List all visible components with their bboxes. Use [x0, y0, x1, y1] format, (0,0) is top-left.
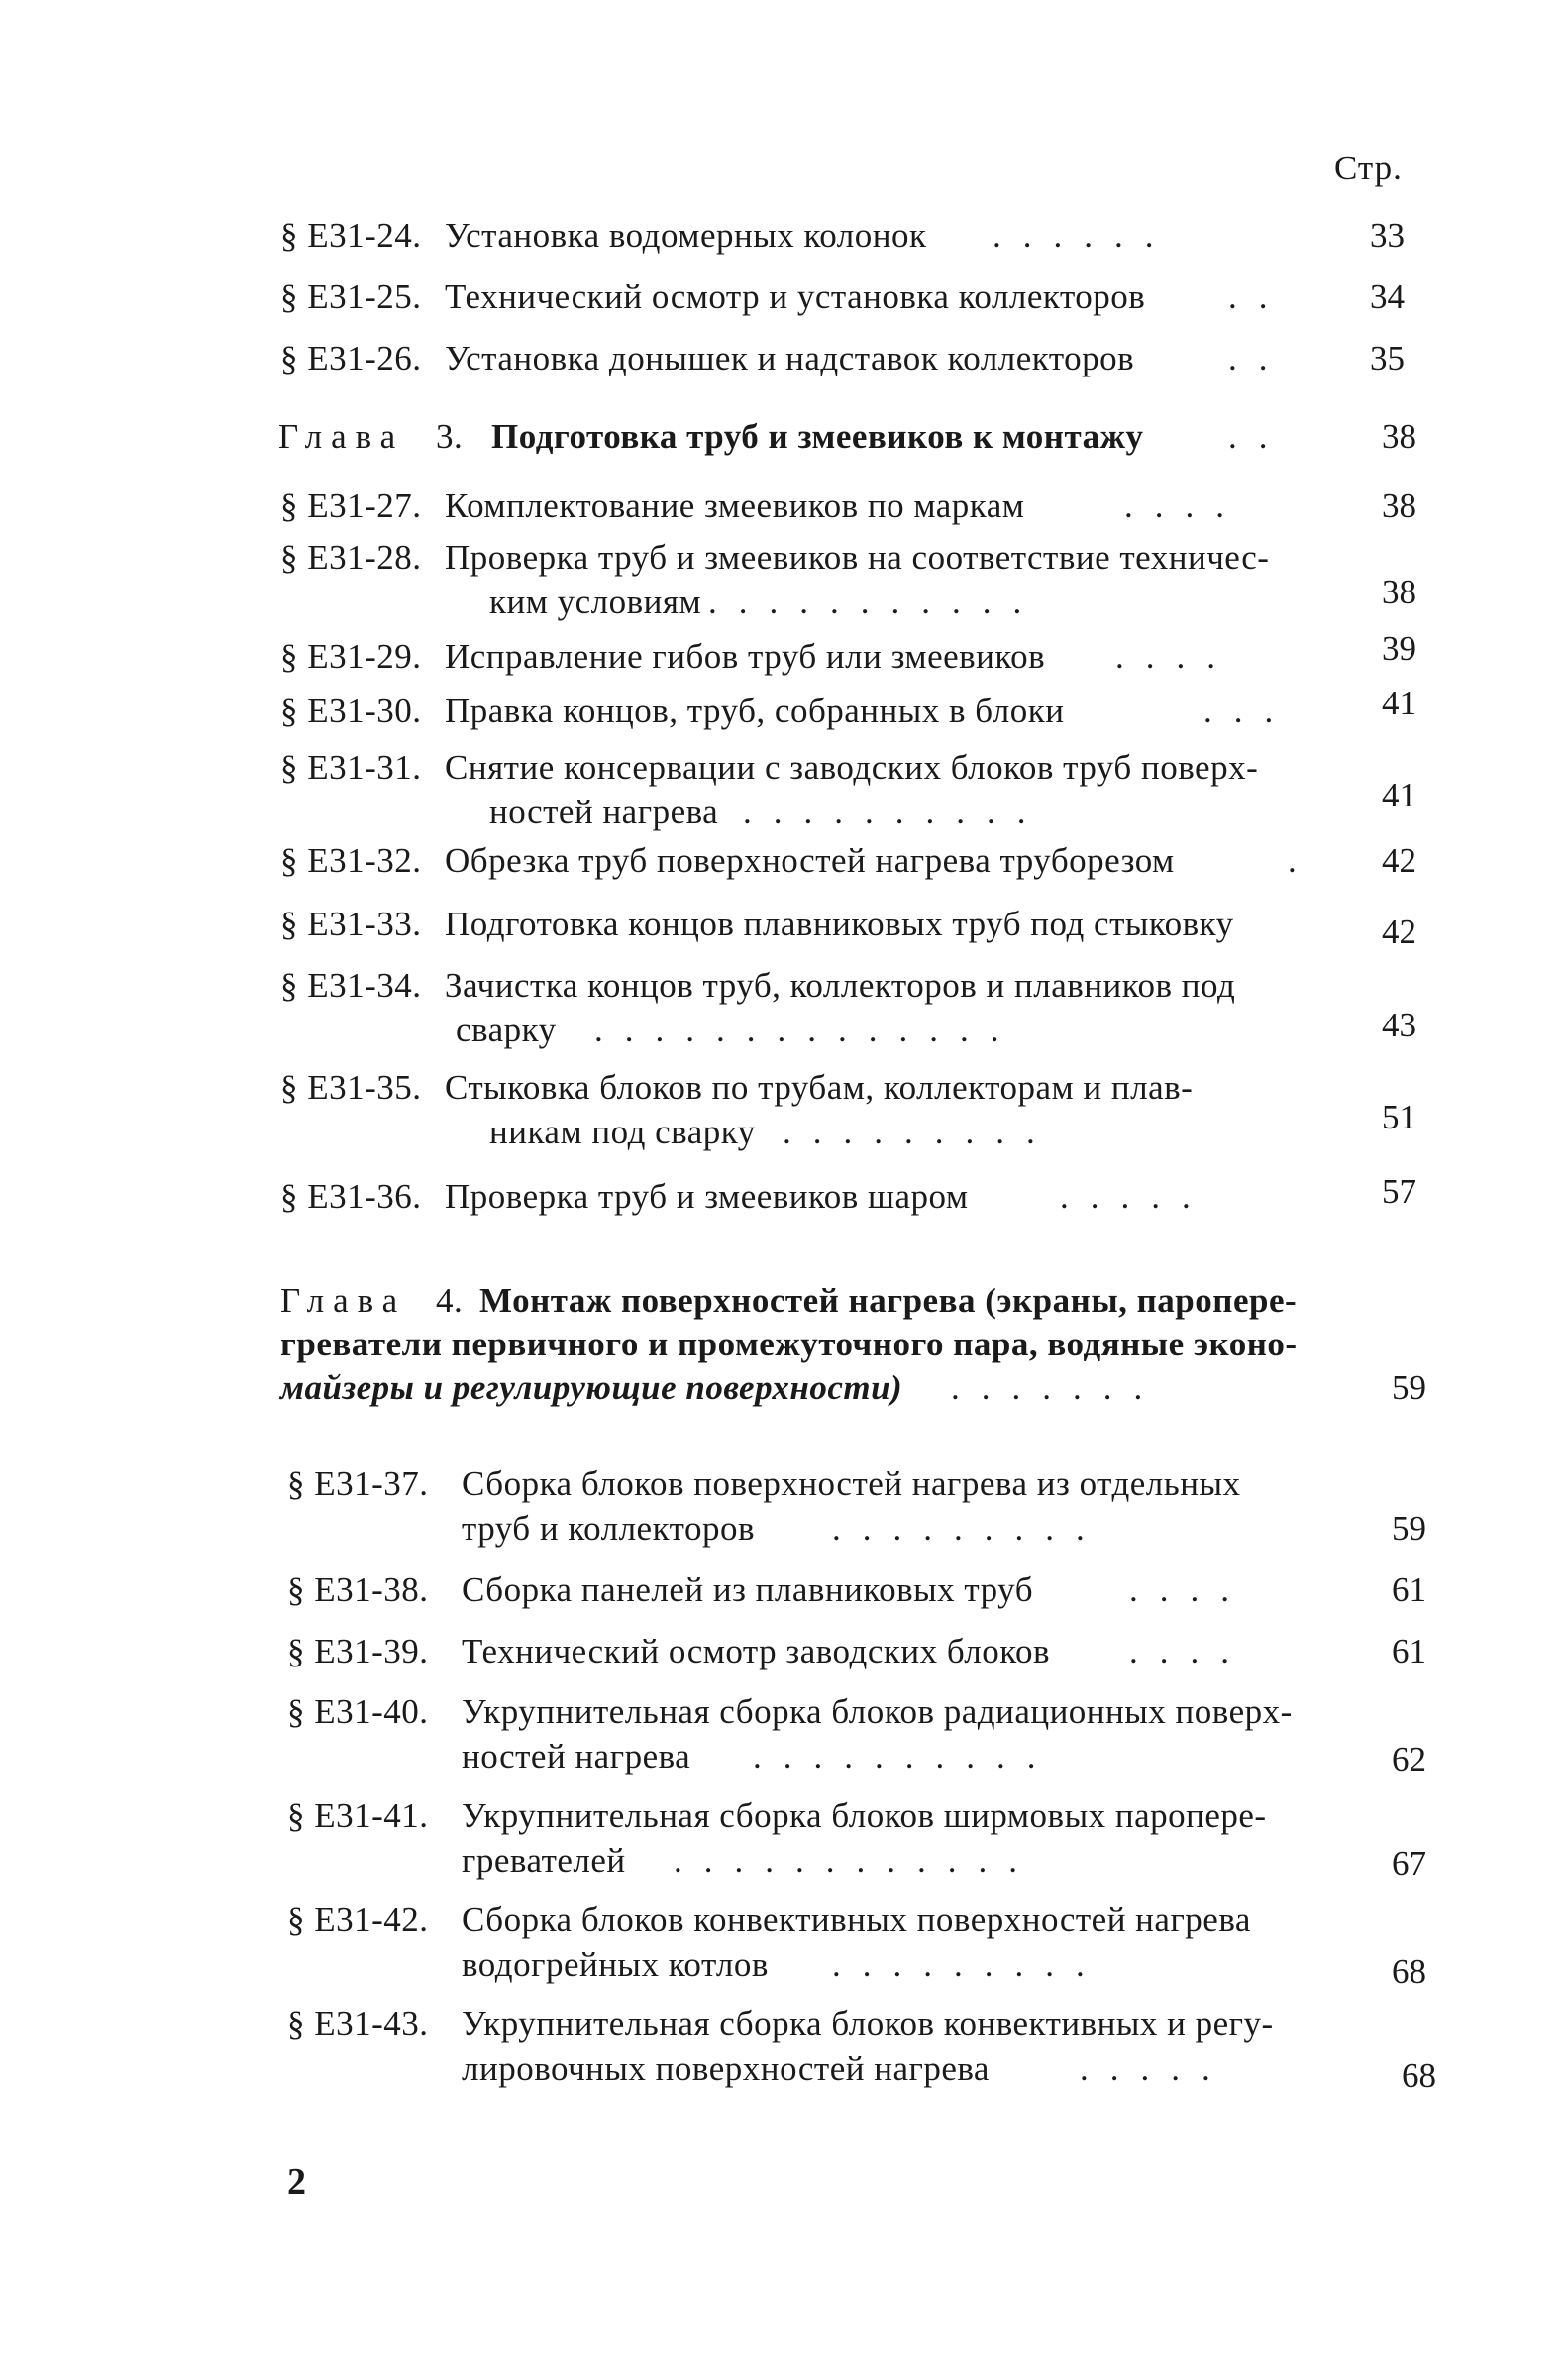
entry-continuation: водогрейных котлов — [462, 1945, 769, 1984]
entry-continuation: гревателей — [462, 1841, 626, 1880]
leader-dots: .......... — [753, 1737, 1058, 1775]
entry-page: 61 — [1392, 1570, 1426, 1609]
entry-page: 35 — [1370, 339, 1405, 377]
entry-title: Подготовка концов плавниковых труб под стыковку — [445, 905, 1234, 943]
entry-page: 41 — [1382, 684, 1416, 722]
section-number: § Е31-34. — [280, 966, 422, 1005]
footer-page-number: 2 — [287, 2161, 306, 2203]
entry-page: 61 — [1392, 1632, 1426, 1670]
entry-page: 68 — [1392, 1952, 1426, 1990]
chapter-page: 59 — [1392, 1368, 1426, 1407]
leader-dots: ............ — [674, 1841, 1039, 1880]
section-number: § Е31-28. — [280, 538, 422, 577]
section-number: § Е31-27. — [280, 486, 422, 525]
leader-dots: .... — [1124, 486, 1246, 525]
entry-title: Зачистка концов труб, коллекторов и плавников под — [445, 966, 1236, 1005]
entry-continuation: ностей нагрева — [489, 793, 719, 831]
entry-continuation: никам под сварку — [489, 1113, 756, 1151]
entry-title: Установка донышек и надставок коллекторов — [445, 339, 1135, 377]
entry-page: 51 — [1382, 1098, 1416, 1136]
entry-title: Проверка труб и змеевиков на соответствие техничес- — [445, 538, 1270, 577]
leader-dots: ..... — [1060, 1177, 1212, 1216]
entry-title: Укрупнительная сборка блоков конвективных и регу- — [462, 2004, 1274, 2043]
entry-title: Стыковка блоков по трубам, коллекторам и плав- — [445, 1068, 1194, 1107]
leader-dots: .. — [1228, 339, 1290, 377]
leader-dots: ........... — [708, 583, 1044, 621]
entry-title: Технический осмотр заводских блоков — [462, 1632, 1051, 1670]
entry-page: 39 — [1382, 629, 1416, 668]
entry-page: 38 — [1382, 573, 1416, 611]
section-number: § Е31-25. — [280, 277, 422, 316]
entry-page: 34 — [1370, 277, 1405, 316]
chapter-page: 38 — [1382, 417, 1416, 456]
leader-dots: ..... — [1080, 2049, 1232, 2088]
section-number: § Е31-40. — [287, 1692, 429, 1731]
section-number: § Е31-24. — [280, 216, 422, 255]
entry-title: Снятие консервации с заводских блоков труб поверх- — [445, 748, 1259, 787]
chapter-title-line-1: Монтаж поверхностей нагрева (экраны, паропере- — [479, 1281, 1298, 1320]
entry-page: 41 — [1382, 776, 1416, 814]
entry-continuation: ностей нагрева — [462, 1737, 691, 1775]
entry-title: Обрезка труб поверхностей нагрева труборезом — [445, 841, 1175, 880]
leader-dots: . — [1288, 841, 1318, 880]
entry-page: 33 — [1370, 216, 1405, 255]
entry-title: Правка концов, труб, собранных в блоки — [445, 692, 1065, 730]
leader-dots: .... — [1129, 1570, 1251, 1609]
leader-dots: ...... — [993, 216, 1176, 255]
section-number: § Е31-26. — [280, 339, 422, 377]
leader-dots: .... — [1115, 637, 1237, 676]
entry-page: 59 — [1392, 1509, 1426, 1548]
chapter-number: 3. — [436, 417, 464, 456]
page-column-header: Стр. — [1334, 149, 1403, 187]
entry-page: 38 — [1382, 486, 1416, 525]
entry-continuation: труб и коллекторов — [462, 1509, 755, 1548]
section-number: § Е31-30. — [280, 692, 422, 730]
entry-title: Сборка блоков конвективных поверхностей нагрева — [462, 1900, 1251, 1939]
entry-page: 42 — [1382, 913, 1416, 951]
leader-dots: ......... — [832, 1945, 1106, 1984]
entry-page: 68 — [1402, 2056, 1436, 2095]
entry-continuation: ким условиям — [489, 583, 702, 621]
section-number: § Е31-33. — [280, 905, 422, 943]
section-number: § Е31-35. — [280, 1068, 422, 1107]
chapter-title-line-3: майзеры и регулирующие поверхности) — [280, 1368, 903, 1407]
section-number: § Е31-42. — [287, 1900, 429, 1939]
leader-dots: .... — [1129, 1632, 1251, 1670]
leader-dots: .......... — [743, 793, 1048, 831]
section-number: § Е31-29. — [280, 637, 422, 676]
entry-title: Установка водомерных колонок — [445, 216, 927, 255]
section-number: § Е31-41. — [287, 1796, 429, 1835]
section-number: § Е31-39. — [287, 1632, 429, 1670]
chapter-title: Подготовка труб и змеевиков к монтажу — [491, 417, 1144, 456]
entry-title: Технический осмотр и установка коллекторов — [445, 277, 1146, 316]
leader-dots: ... — [1203, 692, 1296, 730]
entry-page: 67 — [1392, 1844, 1426, 1882]
leader-dots: ....... — [951, 1368, 1165, 1407]
chapter-title-line-2: греватели первичного и промежуточного пара, водяные эконо- — [280, 1325, 1298, 1363]
entry-page: 62 — [1392, 1740, 1426, 1778]
section-number: § Е31-43. — [287, 2004, 429, 2043]
entry-title: Укрупнительная сборка блоков ширмовых паропере- — [462, 1796, 1267, 1835]
section-number: § Е31-32. — [280, 841, 422, 880]
entry-continuation: сварку — [456, 1011, 557, 1049]
chapter-number: 4. — [436, 1281, 464, 1320]
section-number: § Е31-36. — [280, 1177, 422, 1216]
section-number: § Е31-37. — [287, 1464, 429, 1503]
entry-title: Сборка панелей из плавниковых труб — [462, 1570, 1033, 1609]
entry-title: Укрупнительная сборка блоков радиационных поверх- — [462, 1692, 1293, 1731]
section-number: § Е31-38. — [287, 1570, 429, 1609]
section-number: § Е31-31. — [280, 748, 422, 787]
entry-page: 57 — [1382, 1172, 1416, 1211]
leader-dots: ......... — [783, 1113, 1057, 1151]
entry-title: Комплектование змеевиков по маркам — [445, 486, 1025, 525]
chapter-label: Глава — [278, 417, 405, 456]
leader-dots: .. — [1228, 277, 1290, 316]
entry-page: 43 — [1382, 1006, 1416, 1044]
leader-dots: .............. — [594, 1011, 1021, 1049]
entry-title: Проверка труб и змеевиков шаром — [445, 1177, 969, 1216]
leader-dots: ......... — [832, 1509, 1106, 1548]
entry-continuation: лировочных поверхностей нагрева — [462, 2049, 990, 2088]
entry-title: Сборка блоков поверхностей нагрева из отдельных — [462, 1464, 1241, 1503]
leader-dots: .. — [1228, 417, 1290, 456]
entry-title: Исправление гибов труб или змеевиков — [445, 637, 1046, 676]
chapter-label: Глава — [280, 1281, 407, 1320]
entry-page: 42 — [1382, 841, 1416, 880]
